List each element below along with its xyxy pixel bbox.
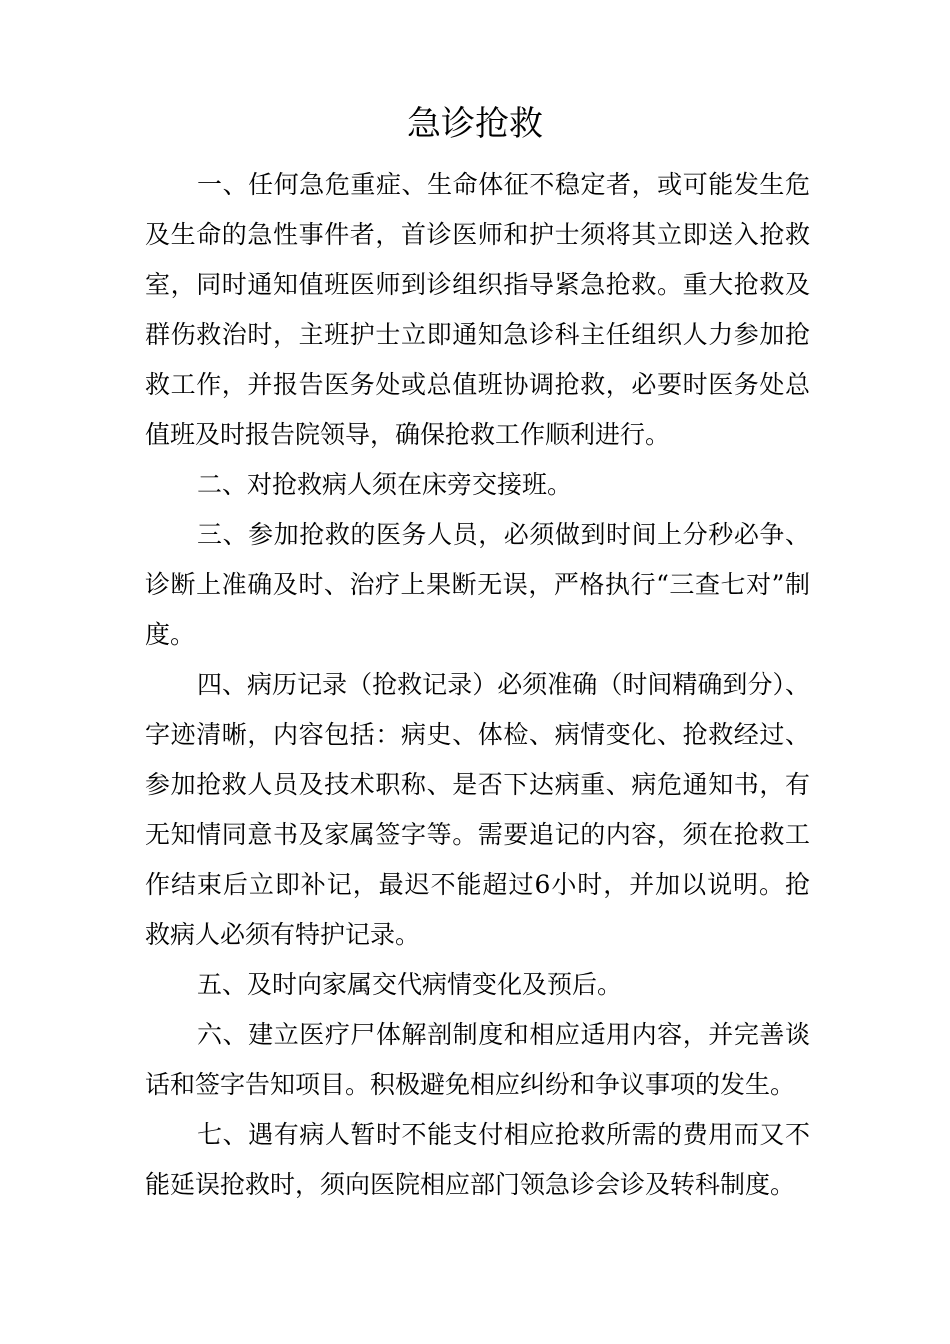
paragraph-2: 二、对抢救病人须在床旁交接班。 <box>197 470 573 499</box>
paragraph-1: 一、任何急危重症、生命体征不稳定者，或可能发生危及生命的急性事件者，首诊医师和护士须将其立即送入抢救室，同时通知值班医师到诊组织指导紧急抢救。重大抢救及群伤救治时，主班护士立即通知急诊科主任组织人力参加抢救工作，并报告医务处或总值班协调抢救，必要时医务处总值班及时报告院领导，确保抢救工作顺利进行。 <box>145 170 810 449</box>
document-body <box>145 160 810 1210</box>
document-title: 急诊抢救 <box>407 104 543 144</box>
paragraph-3: 三、参加抢救的医务人员，必须做到时间上分秒必争、诊断上准确及时、治疗上果断无误，严格执行“三查七对”制度。 <box>145 520 810 649</box>
paragraph-5: 五、及时向家属交代病情变化及预后。 <box>197 970 623 999</box>
paragraph-4: 四、病历记录（抢救记录）必须准确（时间精确到分）、字迹清晰，内容包括：病史、体检、病情变化、抢救经过、参加抢救人员及技术职称、是否下达病重、病危通知书，有无知情同意书及家属签字等。需要追记的内容，须在抢救工作结束后立即补记，最迟不能超过6小时，并加以说明。抢救病人必须有特护记录。 <box>145 670 810 949</box>
paragraph-7: 七、遇有病人暂时不能支付相应抢救所需的费用而又不能延误抢救时，须向医院相应部门领急诊会诊及转科制度。 <box>145 1120 810 1199</box>
paragraph-6: 六、建立医疗尸体解剖制度和相应适用内容，并完善谈话和签字告知项目。积极避免相应纠纷和争议事项的发生。 <box>145 1020 810 1099</box>
